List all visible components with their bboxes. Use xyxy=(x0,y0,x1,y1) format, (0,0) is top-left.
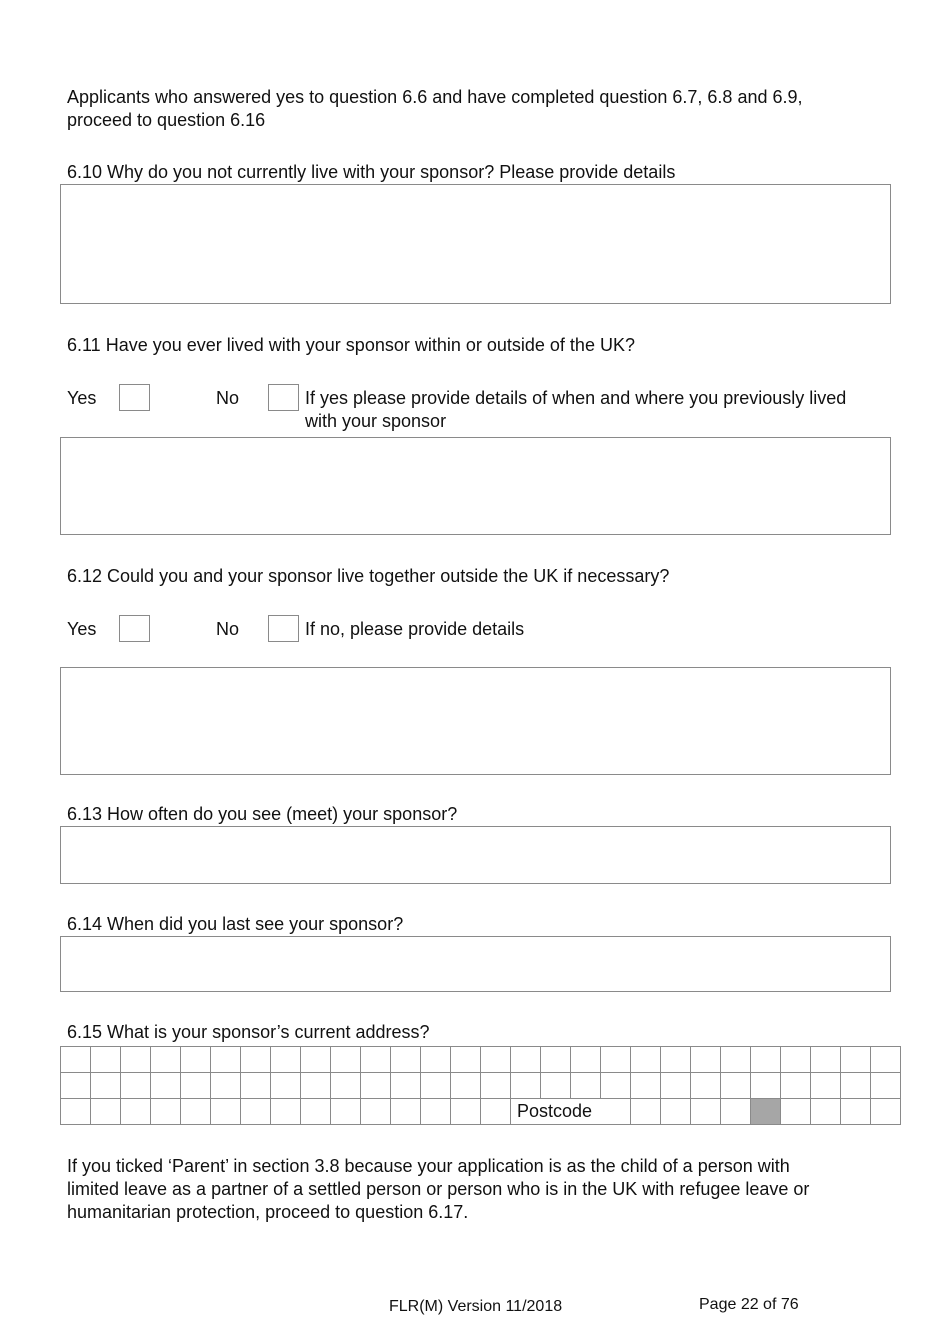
address-cell[interactable] xyxy=(601,1073,631,1099)
q614-field[interactable] xyxy=(60,936,891,992)
address-cell[interactable] xyxy=(361,1047,391,1073)
address-cell[interactable] xyxy=(481,1073,511,1099)
address-cell[interactable] xyxy=(451,1099,481,1125)
q612-no-checkbox[interactable] xyxy=(268,615,299,642)
outro-text: If you ticked ‘Parent’ in section 3.8 because your application is as the child of a person with limited leave as a partner of a settled person or person who is in the UK with refugee leave or humanitarian protection, proceed to question 6.17. xyxy=(67,1156,810,1222)
q614-label: 6.14 When did you last see your sponsor? xyxy=(67,914,404,934)
address-cell[interactable] xyxy=(511,1047,541,1073)
q612-label: 6.12 Could you and your sponsor live together outside the UK if necessary? xyxy=(67,566,670,586)
q611-yes-label: Yes xyxy=(67,388,97,408)
address-cell[interactable] xyxy=(481,1099,511,1125)
address-cell[interactable] xyxy=(511,1073,541,1099)
address-cell[interactable] xyxy=(751,1099,781,1125)
address-cell[interactable] xyxy=(91,1073,121,1099)
q615-label: 6.15 What is your sponsor’s current address? xyxy=(67,1022,430,1042)
address-cell[interactable] xyxy=(181,1099,211,1125)
address-cell[interactable] xyxy=(271,1047,301,1073)
address-cell[interactable] xyxy=(61,1047,91,1073)
address-cell[interactable] xyxy=(841,1099,871,1125)
q610-field[interactable] xyxy=(60,184,891,304)
address-cell[interactable] xyxy=(211,1073,241,1099)
address-cell[interactable] xyxy=(751,1047,781,1073)
address-cell[interactable] xyxy=(211,1047,241,1073)
address-cell[interactable] xyxy=(121,1099,151,1125)
address-cell[interactable] xyxy=(631,1047,661,1073)
address-cell[interactable] xyxy=(271,1099,301,1125)
address-cell[interactable] xyxy=(811,1047,841,1073)
address-cell[interactable] xyxy=(871,1099,901,1125)
q612-no-label: No xyxy=(216,619,240,639)
address-cell[interactable] xyxy=(781,1073,811,1099)
address-cell[interactable] xyxy=(781,1099,811,1125)
address-cell[interactable] xyxy=(301,1047,331,1073)
address-cell[interactable] xyxy=(661,1047,691,1073)
q611-note: If yes please provide details of when and where you previously lived with your sponsor xyxy=(305,388,847,431)
address-cell[interactable] xyxy=(331,1073,361,1099)
address-cell[interactable] xyxy=(871,1073,901,1099)
address-cell[interactable] xyxy=(391,1047,421,1073)
address-row xyxy=(61,1099,901,1125)
address-cell[interactable] xyxy=(421,1099,451,1125)
address-cell[interactable] xyxy=(241,1047,271,1073)
address-cell[interactable] xyxy=(271,1073,301,1099)
address-cell[interactable] xyxy=(811,1073,841,1099)
q611-label: 6.11 Have you ever lived with your sponsor within or outside of the UK? xyxy=(67,335,635,355)
address-grid xyxy=(60,1046,901,1125)
q610-label: 6.10 Why do you not currently live with your sponsor? Please provide details xyxy=(67,162,676,182)
address-cell[interactable] xyxy=(121,1047,151,1073)
address-cell[interactable] xyxy=(61,1099,91,1125)
footer-version: FLR(M) Version 11/2018 xyxy=(389,1298,563,1315)
address-cell[interactable] xyxy=(661,1073,691,1099)
address-cell[interactable] xyxy=(691,1073,721,1099)
address-cell[interactable] xyxy=(631,1073,661,1099)
q611-yes-checkbox[interactable] xyxy=(119,384,150,411)
q611-no-label: No xyxy=(216,388,240,408)
address-cell[interactable] xyxy=(241,1073,271,1099)
address-cell[interactable] xyxy=(481,1047,511,1073)
address-row xyxy=(61,1073,901,1099)
address-cell[interactable] xyxy=(751,1073,781,1099)
address-cell[interactable] xyxy=(781,1047,811,1073)
address-cell[interactable] xyxy=(331,1099,361,1125)
address-cell[interactable] xyxy=(451,1047,481,1073)
address-cell[interactable] xyxy=(361,1073,391,1099)
q613-label: 6.13 How often do you see (meet) your sponsor? xyxy=(67,804,458,824)
address-cell[interactable] xyxy=(301,1099,331,1125)
address-cell[interactable] xyxy=(601,1047,631,1073)
address-cell[interactable] xyxy=(361,1099,391,1125)
address-cell[interactable] xyxy=(61,1073,91,1099)
address-cell[interactable] xyxy=(181,1047,211,1073)
q613-field[interactable] xyxy=(60,826,891,884)
address-cell[interactable] xyxy=(211,1099,241,1125)
address-cell[interactable] xyxy=(181,1073,211,1099)
address-cell[interactable] xyxy=(691,1099,721,1125)
q612-details-field[interactable] xyxy=(60,667,891,775)
address-cell[interactable] xyxy=(631,1099,661,1125)
address-cell[interactable] xyxy=(841,1073,871,1099)
address-cell[interactable] xyxy=(871,1047,901,1073)
footer-page-number: Page 22 of 76 xyxy=(699,1296,799,1313)
address-cell[interactable] xyxy=(391,1099,421,1125)
address-cell[interactable] xyxy=(151,1099,181,1125)
address-cell[interactable] xyxy=(91,1047,121,1073)
address-cell[interactable] xyxy=(571,1047,601,1073)
address-cell[interactable] xyxy=(721,1099,751,1125)
address-cell[interactable] xyxy=(421,1073,451,1099)
address-cell[interactable] xyxy=(661,1099,691,1125)
address-cell[interactable] xyxy=(241,1099,271,1125)
address-cell[interactable] xyxy=(331,1047,361,1073)
address-cell[interactable] xyxy=(541,1047,571,1073)
address-cell[interactable] xyxy=(811,1099,841,1125)
q612-yes-label: Yes xyxy=(67,619,97,639)
address-cell[interactable] xyxy=(451,1073,481,1099)
q612-note: If no, please provide details xyxy=(305,619,525,639)
intro-text: Applicants who answered yes to question 6.6 and have completed question 6.7, 6.8 and 6.9, proceed to question 6.16 xyxy=(67,87,803,130)
address-cell[interactable] xyxy=(151,1047,181,1073)
address-cell[interactable] xyxy=(91,1099,121,1125)
address-row xyxy=(61,1047,901,1073)
address-cell[interactable] xyxy=(391,1073,421,1099)
address-cell[interactable] xyxy=(721,1073,751,1099)
address-cell[interactable] xyxy=(541,1073,571,1099)
address-cell[interactable] xyxy=(841,1047,871,1073)
address-cell[interactable] xyxy=(721,1047,751,1073)
q612-yes-checkbox[interactable] xyxy=(119,615,150,642)
q611-details-field[interactable] xyxy=(60,437,891,535)
address-cell[interactable] xyxy=(571,1073,601,1099)
postcode-label: Postcode xyxy=(511,1099,631,1125)
address-cell[interactable] xyxy=(301,1073,331,1099)
address-cell[interactable] xyxy=(121,1073,151,1099)
q611-no-checkbox[interactable] xyxy=(268,384,299,411)
address-cell[interactable] xyxy=(691,1047,721,1073)
address-cell[interactable] xyxy=(421,1047,451,1073)
address-cell[interactable] xyxy=(151,1073,181,1099)
